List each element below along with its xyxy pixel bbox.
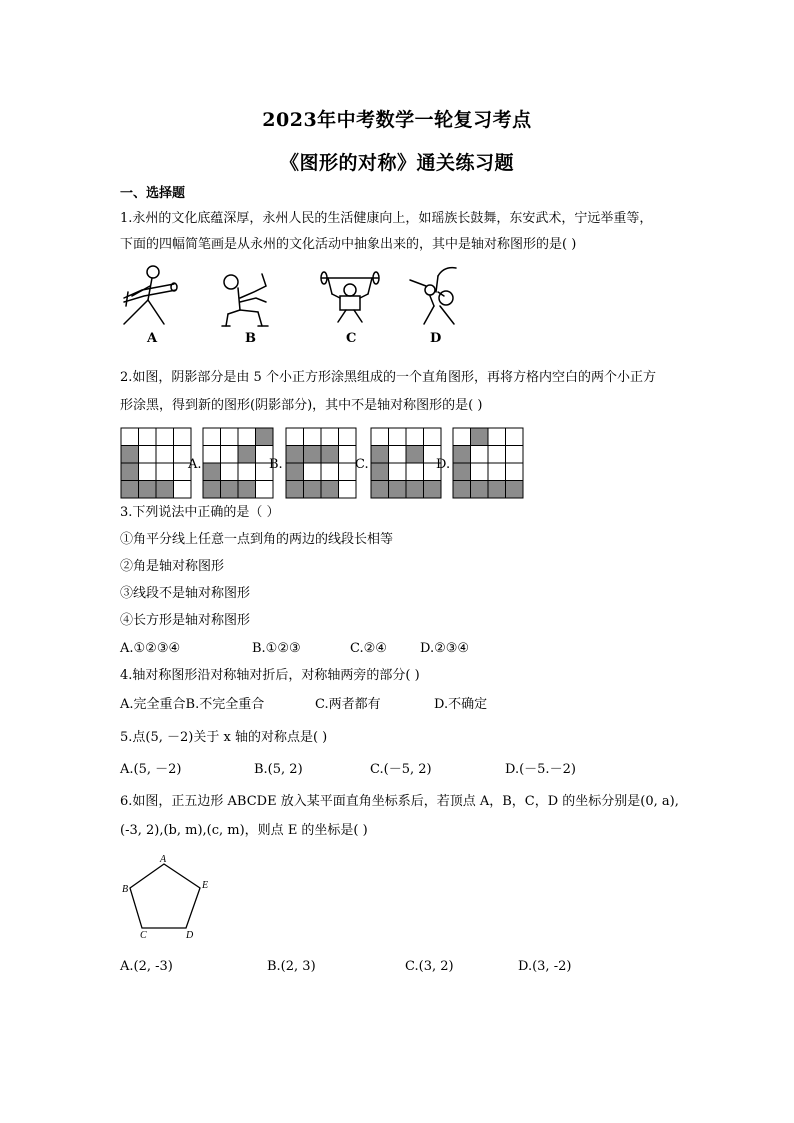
blank-cell xyxy=(488,446,506,464)
blank-cell xyxy=(471,446,489,464)
blank-cell xyxy=(389,428,407,446)
q3-item-4: ④长方形是轴对称图形 xyxy=(120,613,251,628)
blank-cell xyxy=(156,428,174,446)
q4-option-ab: A.完全重合B.不完全重合 xyxy=(120,697,265,712)
q3-option-b: B.①②③ xyxy=(252,641,301,656)
figure-b-martial-artist xyxy=(214,268,284,328)
shaded-cell xyxy=(506,481,524,499)
shaded-cell xyxy=(203,463,221,481)
vertex-label-c: C xyxy=(140,930,147,941)
shaded-cell xyxy=(321,446,339,464)
blank-cell xyxy=(174,428,192,446)
shaded-cell xyxy=(371,481,389,499)
q6-option-d: D.(3, -2) xyxy=(518,959,572,974)
blank-cell xyxy=(256,481,274,499)
shaded-cell xyxy=(406,446,424,464)
q6-line2: (-3, 2),(b, m),(c, m)，则点 E 的坐标是( ) xyxy=(120,823,368,838)
shaded-cell xyxy=(286,446,304,464)
shaded-cell xyxy=(304,481,322,499)
blank-cell xyxy=(221,446,239,464)
q6-option-b: B.(2, 3) xyxy=(267,959,316,974)
blank-cell xyxy=(221,428,239,446)
blank-cell xyxy=(139,463,157,481)
blank-cell xyxy=(406,463,424,481)
shaded-cell xyxy=(389,481,407,499)
q2-grid-5 xyxy=(452,427,524,499)
shaded-cell xyxy=(471,481,489,499)
vertex-label-b: B xyxy=(122,884,129,895)
q6-line1: 6.如图，正五边形 ABCDE 放入某平面直角坐标系后，若顶点 A，B，C，D 的坐标分别是(0, a), xyxy=(120,794,679,809)
q1-line1: 1.永州的文化底蕴深厚，永州人民的生活健康向上，如瑶族长鼓舞，东安武术，宁远举重等， xyxy=(120,211,653,226)
q1-label-c: C xyxy=(346,331,357,346)
shaded-cell xyxy=(286,463,304,481)
q2-label-a: A. xyxy=(188,457,202,472)
blank-cell xyxy=(339,446,357,464)
shaded-cell xyxy=(139,481,157,499)
q1-line2: 下面的四幅简笔画是从永州的文化活动中抽象出来的，其中是轴对称图形的是( ) xyxy=(120,237,577,252)
q6-option-a: A.(2, -3) xyxy=(120,959,173,974)
q5-option-b: B.(5, 2) xyxy=(254,762,303,777)
blank-cell xyxy=(121,428,139,446)
blank-cell xyxy=(321,428,339,446)
q5-option-a: A.(5, －2) xyxy=(120,762,182,777)
shaded-cell xyxy=(121,446,139,464)
shaded-cell xyxy=(453,446,471,464)
blank-cell xyxy=(371,428,389,446)
blank-cell xyxy=(139,446,157,464)
q4-option-d: D.不确定 xyxy=(434,697,488,712)
blank-cell xyxy=(203,428,221,446)
blank-cell xyxy=(488,428,506,446)
figure-c-weightlifter xyxy=(316,266,386,328)
blank-cell xyxy=(156,463,174,481)
q2-line2: 形涂黑，得到新的图形(阴影部分)，其中不是轴对称图形的是( ) xyxy=(120,398,483,413)
q3-option-d: D.②③④ xyxy=(420,641,470,656)
blank-cell xyxy=(453,428,471,446)
q2-line1: 2.如图，阴影部分是由 5 个小正方形涂黑组成的一个直角图形，再将方格内空白的两个小正方 xyxy=(120,370,656,385)
blank-cell xyxy=(339,481,357,499)
shaded-cell xyxy=(488,481,506,499)
vertex-label-d: D xyxy=(186,930,194,941)
blank-cell xyxy=(389,463,407,481)
blank-cell xyxy=(238,463,256,481)
page-subtitle: 《图形的对称》通关练习题 xyxy=(279,152,514,174)
shaded-cell xyxy=(256,428,274,446)
page-title: 2023年中考数学一轮复习考点 xyxy=(262,109,532,131)
q1-label-b: B xyxy=(245,331,256,346)
blank-cell xyxy=(471,463,489,481)
blank-cell xyxy=(221,463,239,481)
shaded-cell xyxy=(424,481,442,499)
q3-option-a: A.①②③④ xyxy=(120,641,181,656)
shaded-cell xyxy=(203,481,221,499)
q5-option-c: C.(－5, 2) xyxy=(370,762,432,777)
q3-item-2: ②角是轴对称图形 xyxy=(120,559,225,574)
shaded-cell xyxy=(371,446,389,464)
blank-cell xyxy=(506,446,524,464)
shaded-cell xyxy=(156,481,174,499)
q2-grid-3 xyxy=(285,427,357,499)
blank-cell xyxy=(286,428,304,446)
blank-cell xyxy=(506,428,524,446)
shaded-cell xyxy=(238,481,256,499)
vertex-label-a: A xyxy=(160,854,167,865)
blank-cell xyxy=(238,428,256,446)
shaded-cell xyxy=(453,463,471,481)
shaded-cell xyxy=(406,481,424,499)
blank-cell xyxy=(424,428,442,446)
shaded-cell xyxy=(121,481,139,499)
shaded-cell xyxy=(304,446,322,464)
shaded-cell xyxy=(221,481,239,499)
pentagon-figure xyxy=(118,850,218,942)
q2-label-c: C. xyxy=(355,457,369,472)
blank-cell xyxy=(174,481,192,499)
q3-option-c: C.②④ xyxy=(350,641,387,656)
shaded-cell xyxy=(453,481,471,499)
blank-cell xyxy=(304,463,322,481)
shaded-cell xyxy=(121,463,139,481)
q1-label-d: D xyxy=(430,331,442,346)
q6-option-c: C.(3, 2) xyxy=(405,959,454,974)
shaded-cell xyxy=(321,481,339,499)
blank-cell xyxy=(139,428,157,446)
figure-a-drummer xyxy=(118,262,188,328)
shaded-cell xyxy=(471,428,489,446)
blank-cell xyxy=(339,428,357,446)
q3-item-3: ③线段不是轴对称图形 xyxy=(120,586,251,601)
vertex-label-e: E xyxy=(202,880,209,891)
shaded-cell xyxy=(286,481,304,499)
q4-stem: 4.轴对称图形沿对称轴对折后，对称轴两旁的部分( ) xyxy=(120,668,420,683)
q3-item-1: ①角平分线上任意一点到角的两边的线段长相等 xyxy=(120,532,394,547)
blank-cell xyxy=(389,446,407,464)
q2-grid-4 xyxy=(370,427,442,499)
section-heading: 一、选择题 xyxy=(120,186,186,201)
figure-d-dancer xyxy=(404,262,474,328)
q2-label-d: D. xyxy=(436,457,451,472)
blank-cell xyxy=(339,463,357,481)
q2-grid-1 xyxy=(120,427,192,499)
q3-stem: 3.下列说法中正确的是（ ） xyxy=(120,505,280,520)
blank-cell xyxy=(406,428,424,446)
q1-label-a: A xyxy=(147,331,158,346)
shaded-cell xyxy=(238,446,256,464)
blank-cell xyxy=(304,428,322,446)
blank-cell xyxy=(203,446,221,464)
q5-option-d: D.(－5.－2) xyxy=(505,762,576,777)
blank-cell xyxy=(488,463,506,481)
q4-option-c: C.两者都有 xyxy=(315,697,381,712)
q2-label-b: B. xyxy=(269,457,283,472)
q2-grid-2 xyxy=(202,427,274,499)
q5-stem: 5.点(5, －2)关于 x 轴的对称点是( ) xyxy=(120,730,328,745)
blank-cell xyxy=(156,446,174,464)
blank-cell xyxy=(506,463,524,481)
shaded-cell xyxy=(371,463,389,481)
blank-cell xyxy=(321,463,339,481)
